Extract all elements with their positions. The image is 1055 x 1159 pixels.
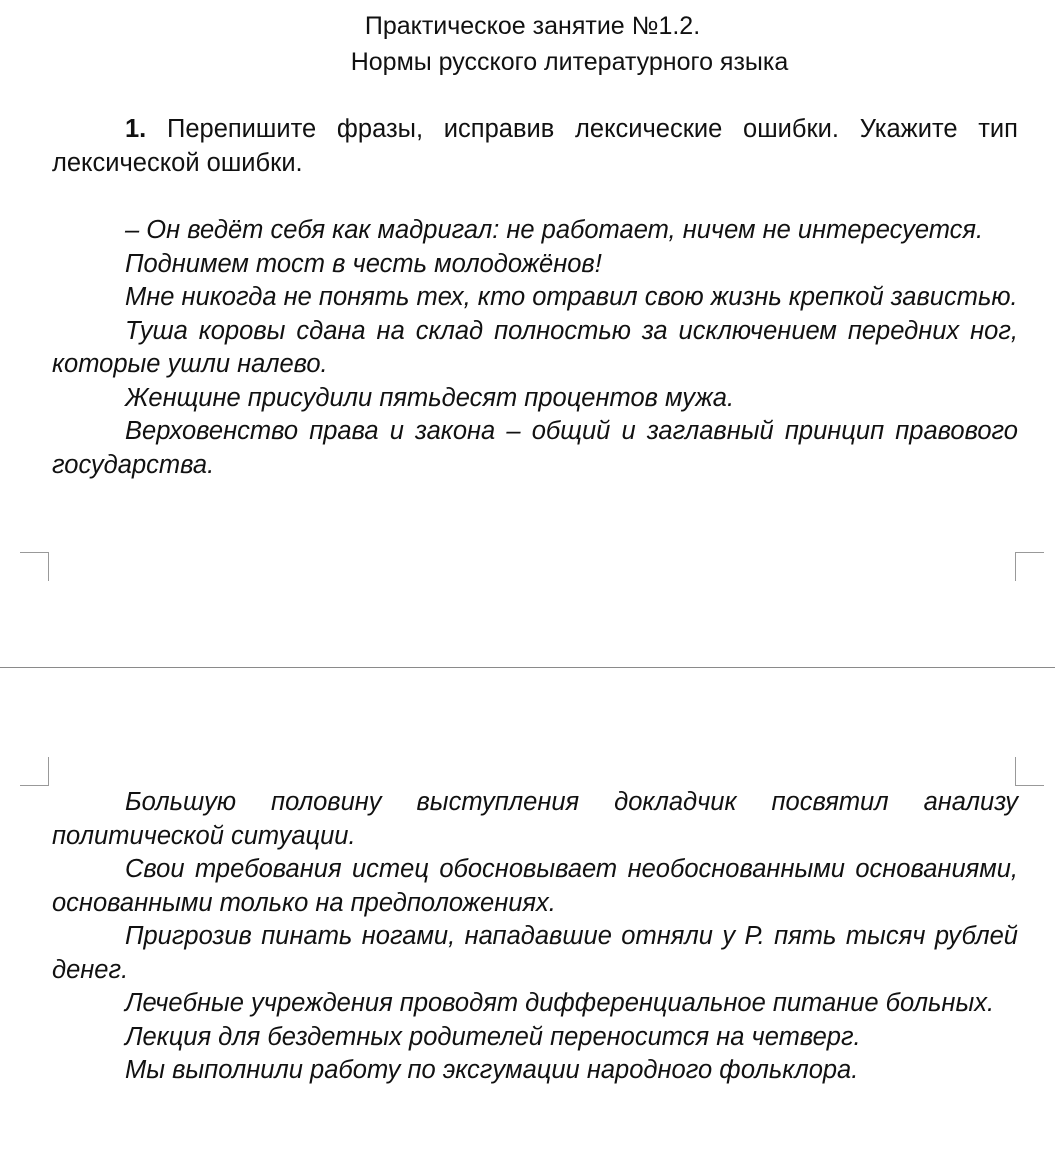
page1-sentences: [52, 214, 1018, 482]
task-number: 1.: [125, 115, 147, 143]
task-paragraph: [52, 113, 1018, 180]
page2-sentences: [52, 786, 1018, 1088]
sentence: Верховенство права и закона – общий и заглавный принцип правового государства.: [52, 417, 1018, 479]
sentence: Мне никогда не понять тех, кто отравил свою жизнь крепкой завистью.: [125, 283, 1018, 311]
document-title-line-2: [0, 44, 1055, 80]
sentence: Пригрозив пинать ногами, нападавшие отняли у Р. пять тысяч рублей денег.: [52, 922, 1018, 984]
document-title-line-1: [0, 8, 1055, 44]
sentence: Лечебные учреждения проводят дифференциальное питание больных.: [125, 989, 995, 1017]
sentence: Большую половину выступления докладчик посвятил анализу политической ситуации.: [52, 788, 1018, 850]
subtitle-text: Нормы русского литературного языка: [350, 48, 789, 76]
sentence: Свои требования истец обосновывает необоснованными основаниями, основанными только на предположениях.: [52, 855, 1018, 917]
page-corner-mark: [1015, 552, 1044, 581]
sentence: Поднимем тост в честь молодожёнов!: [125, 249, 602, 278]
sentence: – Он ведёт себя как мадригал: не работает, ничем не интересуется.: [125, 216, 984, 244]
page-corner-mark: [1015, 757, 1044, 786]
sentence: Туша коровы сдана на склад полностью за исключением передних ног, которые ушли налево.: [52, 316, 1018, 378]
sentence: Мы выполнили работу по эксгумации народного фольклора.: [125, 1056, 859, 1084]
title-text: Практическое занятие №1.2.: [364, 12, 701, 40]
page-break-divider: [0, 667, 1055, 668]
sentence: Женщине присудили пятьдесят процентов мужа.: [125, 383, 735, 412]
page-corner-mark: [20, 552, 49, 581]
task-text: Перепишите фразы, исправив лексические ошибки. Укажите тип лексической ошибки.: [52, 115, 1018, 177]
sentence: Лекция для бездетных родителей переносится на четверг.: [125, 1022, 861, 1051]
page-corner-mark: [20, 757, 49, 786]
